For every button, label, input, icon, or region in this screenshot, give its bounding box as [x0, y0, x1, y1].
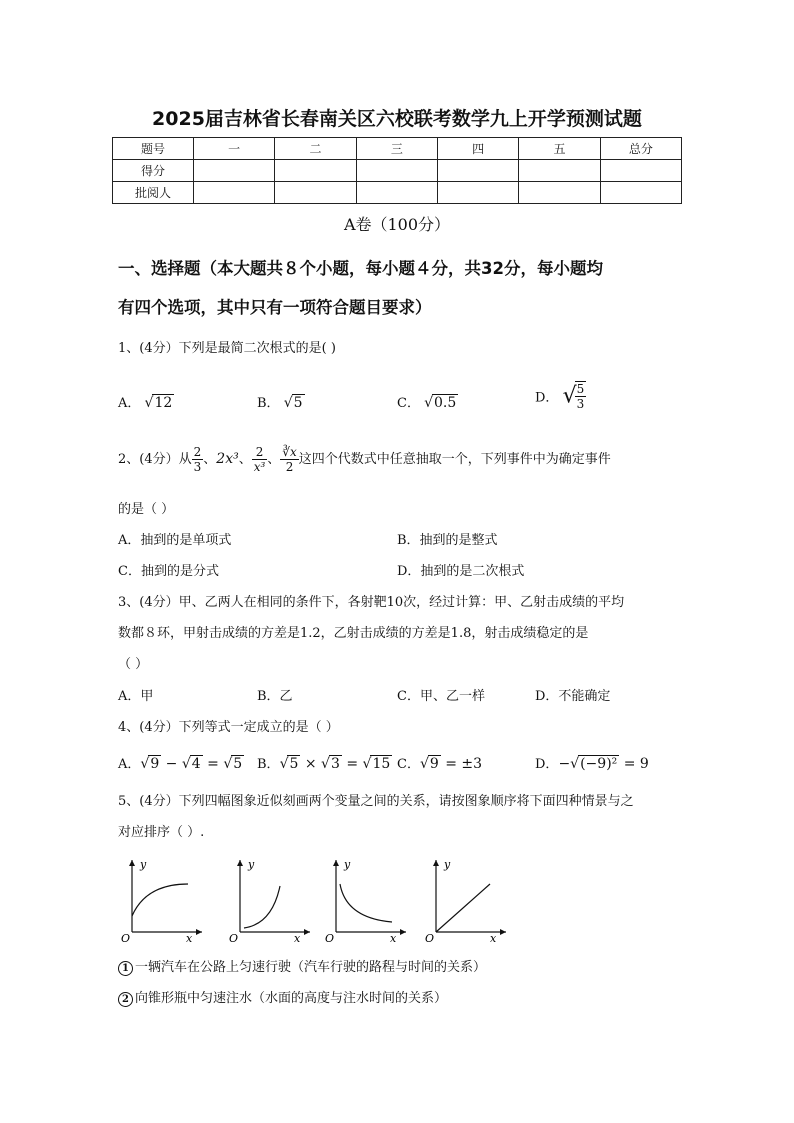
option-letter: A．	[118, 757, 141, 772]
option-letter: D．	[535, 390, 559, 406]
graph-1	[118, 856, 204, 942]
graph-curve	[132, 884, 188, 916]
equals: =	[202, 756, 224, 772]
section-heading-line1: 一、选择题（本大题共８个小题，每小题４分，共32分，每小题均	[118, 259, 603, 278]
q5-scenario-1	[118, 958, 693, 978]
math-expr: √5 × √3 = √15	[279, 756, 391, 772]
radicand: 0.5	[434, 395, 457, 411]
score-cell	[437, 182, 518, 204]
sqrt-fraction	[575, 381, 587, 411]
score-cell	[437, 160, 518, 182]
sqrt-expr: √5	[283, 395, 303, 411]
axis-x-label: x	[186, 932, 193, 942]
scenario-text: 向锥形瓶中匀速注水（水面的高度与注水时间的关系）	[135, 991, 448, 1006]
operator: −	[161, 756, 182, 772]
q2-option-b: B．抽到的是整式	[397, 533, 498, 548]
score-table-row	[113, 160, 682, 182]
equals: =	[341, 756, 363, 772]
origin-label: O	[229, 932, 239, 942]
numerator: 2	[193, 445, 202, 459]
fraction	[192, 445, 204, 474]
score-table-header-cell: 总分	[600, 138, 681, 160]
graph-curve	[244, 886, 280, 928]
q2-prefix: 2、(4分）从	[118, 452, 192, 467]
numerator: 5	[576, 382, 585, 396]
radicand: 5	[233, 756, 243, 772]
radicand: (−9)²	[580, 756, 618, 772]
option-letter: B．	[257, 396, 280, 411]
graph-2	[226, 856, 312, 942]
radicand: 3	[330, 756, 340, 772]
score-cell	[600, 160, 681, 182]
q3-option-a: A．甲	[118, 689, 154, 704]
math-expr: √9 − √4 = √5	[140, 756, 243, 772]
q2-option-d: D．抽到的是二次根式	[397, 564, 525, 579]
q1-option-d	[535, 381, 586, 411]
fraction	[252, 445, 268, 474]
radicand: 12	[154, 395, 173, 411]
option-letter: D．	[535, 757, 559, 772]
score-cell	[194, 160, 275, 182]
q1-option-c	[397, 392, 458, 411]
math-expr: √9 = ±3	[419, 756, 483, 772]
math-expr: −√(−9)² = 9	[558, 756, 649, 772]
q2-line2: 的是（ ）	[118, 502, 175, 517]
radicand: 15	[372, 756, 391, 772]
separator: 、	[203, 452, 217, 467]
score-cell	[356, 182, 437, 204]
scenario-text: 一辆汽车在公路上匀速行驶（汽车行驶的路程与时间的关系）	[135, 960, 487, 975]
score-table-header-cell: 题号	[113, 138, 194, 160]
denominator: 2	[285, 460, 294, 474]
q2-option-c: C．抽到的是分式	[118, 564, 219, 579]
q3-line2: 数都８环，甲射击成绩的方差是1.2，乙射击成绩的方差是1.8，射击成绩稳定的是	[118, 626, 589, 641]
term: 2x³	[216, 451, 239, 467]
graph-curve	[340, 884, 392, 922]
score-cell	[275, 160, 356, 182]
axis-x-label: x	[294, 932, 301, 942]
option-letter: B．	[257, 757, 280, 772]
q5-line2: 对应排序（ ）.	[118, 825, 205, 840]
q4-option-a	[118, 753, 244, 772]
q3-line1: 3、(4分）甲、乙两人在相同的条件下，各射靶10次，经过计算：甲、乙射击成绩的平均	[118, 595, 625, 610]
q3-line3: （ ）	[118, 657, 149, 672]
score-table-row-label: 得分	[113, 160, 194, 182]
q3-option-d: D．不能确定	[535, 689, 611, 704]
equals: = 9	[619, 756, 649, 772]
q4-option-b	[257, 753, 392, 772]
section-heading-line2: 有四个选项，其中只有一项符合题目要求）	[118, 298, 432, 317]
denominator: 3	[576, 397, 585, 411]
sqrt-expr: √0.5	[424, 395, 457, 411]
separator: 、	[238, 452, 252, 467]
graph-line	[436, 884, 490, 932]
score-table-row-label: 批阅人	[113, 182, 194, 204]
operator: ×	[300, 756, 322, 772]
q2-option-a: A．抽到的是单项式	[118, 533, 232, 548]
axis-y-label: y	[140, 858, 147, 871]
denominator: x³	[253, 460, 266, 474]
score-cell	[519, 182, 600, 204]
axis-y-label: y	[248, 858, 255, 871]
radicand: 9	[429, 756, 439, 772]
q3-option-c: C．甲、乙一样	[397, 689, 485, 704]
origin-label: O	[425, 932, 435, 942]
score-table-header-cell: 五	[519, 138, 600, 160]
q2-suffix: 这四个代数式中任意抽取一个，下列事件中为确定事件	[298, 452, 611, 467]
graph-3	[322, 856, 408, 942]
volume-label: A卷（100分）	[343, 215, 451, 234]
q4-option-c	[397, 753, 482, 772]
score-cell	[600, 182, 681, 204]
numerator: ∛x	[282, 445, 297, 459]
score-cell	[275, 182, 356, 204]
denominator: 3	[193, 460, 202, 474]
radicand: 5	[293, 395, 303, 411]
score-cell	[356, 160, 437, 182]
option-letter: C．	[397, 757, 420, 772]
fraction	[280, 445, 298, 474]
origin-label: O	[325, 932, 335, 942]
minus-sign: −	[558, 756, 571, 772]
score-table	[112, 137, 682, 204]
score-table-header-row	[113, 138, 682, 160]
graph-4	[422, 856, 508, 942]
q2-stem	[118, 441, 693, 478]
option-letter: A．	[118, 396, 141, 411]
radicand: 9	[150, 756, 160, 772]
axis-y-label: y	[444, 858, 451, 871]
sqrt-sign: √	[562, 383, 577, 409]
separator: 、	[267, 452, 281, 467]
q4-stem: 4、(4分）下列等式一定成立的是（ ）	[118, 720, 339, 735]
q5-scenario-2	[118, 989, 693, 1009]
score-table-header-cell: 三	[356, 138, 437, 160]
q1-option-a	[118, 392, 174, 411]
q1-option-b	[257, 392, 305, 411]
sqrt-expr: √12	[144, 395, 173, 411]
score-cell	[519, 160, 600, 182]
equals: = ±3	[440, 756, 483, 772]
origin-label: O	[121, 932, 131, 942]
radicand: 5	[289, 756, 299, 772]
score-table-row	[113, 182, 682, 204]
circled-number: 2	[118, 992, 133, 1007]
q5-line1: 5、(4分）下列四幅图象近似刻画两个变量之间的关系，请按图象顺序将下面四种情景与之	[118, 794, 634, 809]
option-letter: C．	[397, 396, 420, 411]
q4-option-d	[535, 753, 649, 772]
q1-stem: 1、(4分）下列是最简二次根式的是( )	[118, 341, 336, 356]
axis-y-label: y	[344, 858, 351, 871]
score-table-header-cell: 一	[194, 138, 275, 160]
axis-x-label: x	[490, 932, 497, 942]
score-table-header-cell: 二	[275, 138, 356, 160]
numerator: 2	[252, 445, 268, 460]
page-title: 2025届吉林省长春南关区六校联考数学九上开学预测试题	[152, 108, 642, 130]
radicand: 4	[191, 756, 201, 772]
circled-number: 1	[118, 961, 133, 976]
q3-option-b: B．乙	[257, 689, 293, 704]
score-cell	[194, 182, 275, 204]
score-table-header-cell: 四	[437, 138, 518, 160]
axis-x-label: x	[390, 932, 397, 942]
